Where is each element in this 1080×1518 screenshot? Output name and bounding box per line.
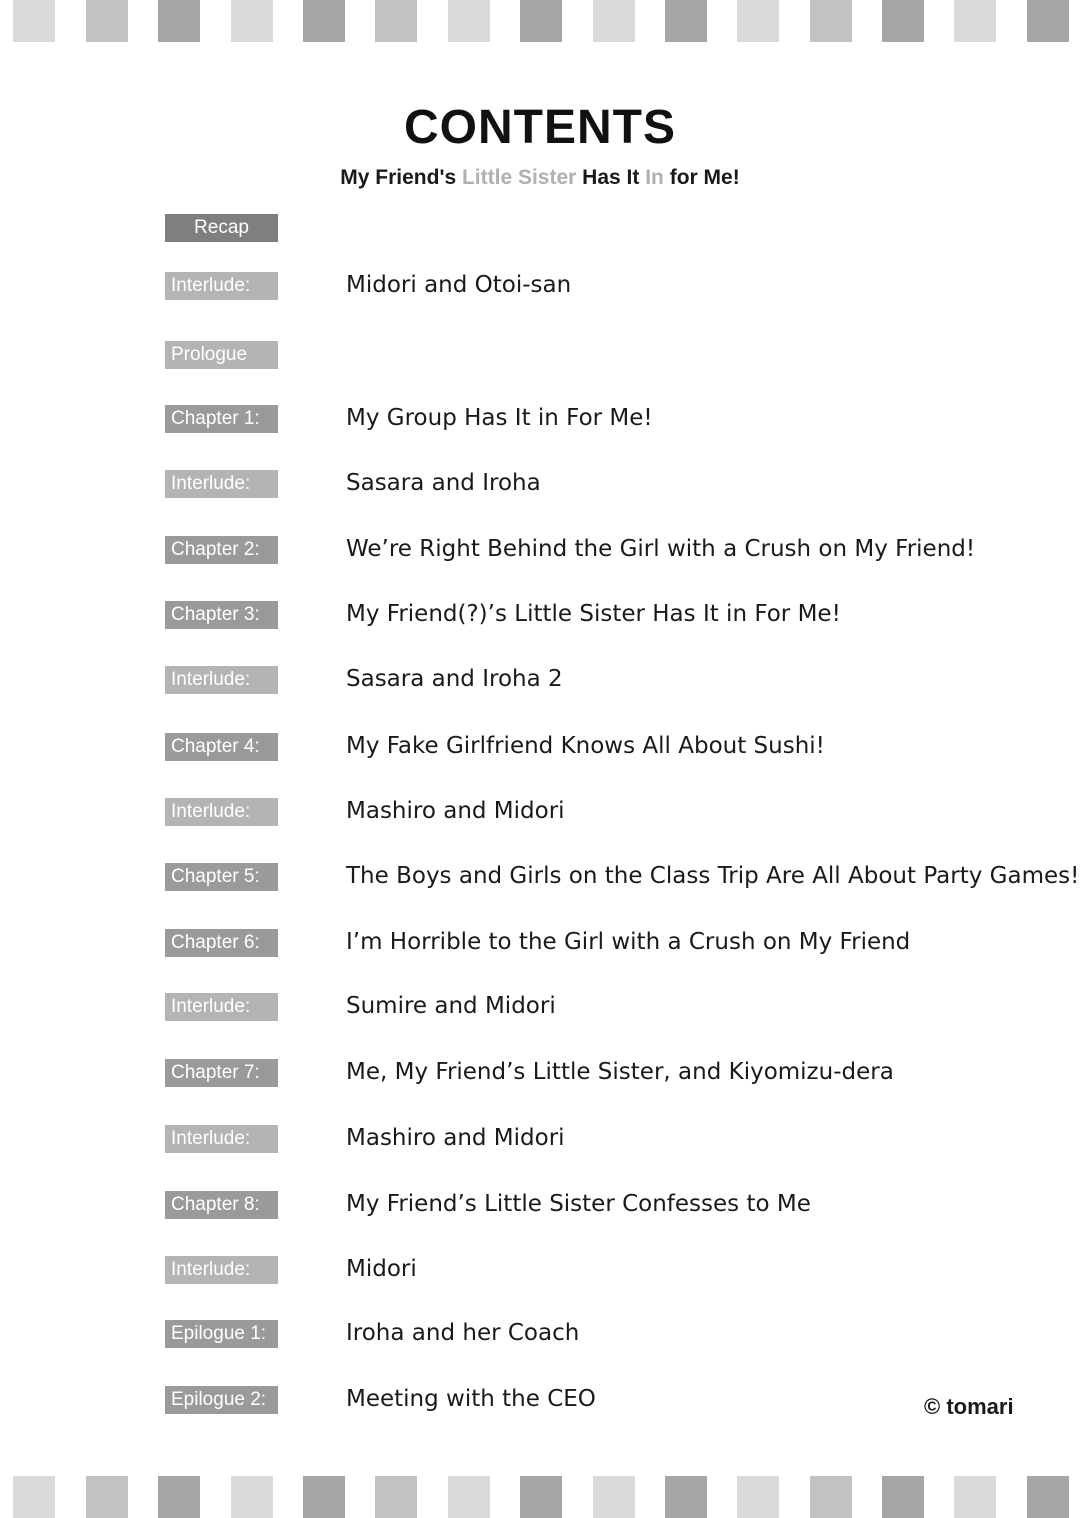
toc-entry — [0, 929, 1080, 959]
strip-square — [665, 0, 707, 42]
toc-entry — [0, 666, 1080, 696]
toc-tag: Epilogue 1: — [165, 1320, 278, 1348]
toc-title: Iroha and her Coach — [346, 1320, 580, 1346]
page-title: CONTENTS — [404, 101, 676, 154]
strip-square — [448, 1476, 490, 1518]
strip-square — [954, 1476, 996, 1518]
toc-tag: Chapter 8: — [165, 1191, 278, 1219]
strip-square — [737, 0, 779, 42]
strip-square — [375, 1476, 417, 1518]
toc-entry — [0, 214, 1080, 244]
strip-square — [810, 0, 852, 42]
toc-tag: Chapter 1: — [165, 405, 278, 433]
toc-tag: Interlude: — [165, 666, 278, 694]
strip-square — [13, 1476, 55, 1518]
toc-title: Mashiro and Midori — [346, 1125, 565, 1151]
toc-tag: Interlude: — [165, 1125, 278, 1153]
strip-square — [665, 1476, 707, 1518]
strip-square — [158, 1476, 200, 1518]
toc-tag: Chapter 4: — [165, 733, 278, 761]
strip-square — [1027, 0, 1069, 42]
toc-entry — [0, 733, 1080, 763]
toc-tag: Interlude: — [165, 272, 278, 300]
top-decorative-strip — [0, 0, 1080, 42]
subtitle-part-3: Has It — [576, 166, 646, 189]
copyright-credit: © tomari — [924, 1394, 1014, 1419]
toc-title: My Fake Girlfriend Knows All About Sushi! — [346, 733, 825, 759]
strip-square — [13, 0, 55, 42]
toc-tag: Interlude: — [165, 798, 278, 826]
subtitle-part-5: for Me! — [663, 166, 740, 189]
toc-entry — [0, 863, 1080, 893]
strip-square — [593, 0, 635, 42]
subtitle-part-4: In — [645, 166, 664, 189]
toc-tag: Chapter 5: — [165, 863, 278, 891]
toc-tag: Interlude: — [165, 993, 278, 1021]
strip-square — [737, 1476, 779, 1518]
toc-title: Midori and Otoi-san — [346, 272, 572, 298]
toc-entry — [0, 1125, 1080, 1155]
toc-tag: Interlude: — [165, 470, 278, 498]
toc-entry — [0, 405, 1080, 435]
toc-tag: Interlude: — [165, 1256, 278, 1284]
strip-square — [593, 1476, 635, 1518]
toc-entry — [0, 1386, 1080, 1416]
strip-square — [1027, 1476, 1069, 1518]
strip-square — [231, 1476, 273, 1518]
toc-entry — [0, 1256, 1080, 1286]
strip-square — [520, 1476, 562, 1518]
strip-square — [86, 1476, 128, 1518]
toc-tag: Recap — [165, 214, 278, 242]
toc-tag: Chapter 6: — [165, 929, 278, 957]
toc-tag: Prologue — [165, 341, 278, 369]
strip-square — [86, 0, 128, 42]
toc-title: Me, My Friend’s Little Sister, and Kiyomizu-dera — [346, 1059, 894, 1085]
toc-tag: Chapter 7: — [165, 1059, 278, 1087]
toc-entry — [0, 798, 1080, 828]
toc-entry — [0, 536, 1080, 566]
toc-entry — [0, 341, 1080, 371]
toc-title: The Boys and Girls on the Class Trip Are All About Party Games! — [346, 863, 1080, 889]
strip-square — [158, 0, 200, 42]
subtitle-part-2: Little Sister — [461, 166, 577, 189]
toc-entry — [0, 1320, 1080, 1350]
toc-tag: Chapter 2: — [165, 536, 278, 564]
strip-square — [882, 0, 924, 42]
toc-entry — [0, 272, 1080, 302]
toc-title: Meeting with the CEO — [346, 1386, 596, 1412]
strip-square — [303, 1476, 345, 1518]
toc-title: Sasara and Iroha — [346, 470, 541, 496]
book-subtitle — [0, 166, 1080, 190]
toc-title: Midori — [346, 1256, 417, 1282]
strip-square — [303, 0, 345, 42]
strip-square — [231, 0, 273, 42]
toc-tag: Chapter 3: — [165, 601, 278, 629]
toc-title: Sasara and Iroha 2 — [346, 666, 563, 692]
toc-entry — [0, 601, 1080, 631]
toc-title: My Friend(?)’s Little Sister Has It in For Me! — [346, 601, 841, 627]
toc-title: My Friend’s Little Sister Confesses to Me — [346, 1191, 811, 1217]
strip-square — [954, 0, 996, 42]
toc-title: I’m Horrible to the Girl with a Crush on My Friend — [346, 929, 911, 955]
strip-square — [448, 0, 490, 42]
strip-square — [520, 0, 562, 42]
toc-title: Sumire and Midori — [346, 993, 556, 1019]
bottom-decorative-strip — [0, 1476, 1080, 1518]
strip-square — [810, 1476, 852, 1518]
toc-entry — [0, 993, 1080, 1023]
toc-entry — [0, 1191, 1080, 1221]
toc-tag: Epilogue 2: — [165, 1386, 278, 1414]
toc-title: Mashiro and Midori — [346, 798, 565, 824]
subtitle-part-1: My Friend's — [340, 166, 462, 189]
toc-title: My Group Has It in For Me! — [346, 405, 653, 431]
strip-square — [882, 1476, 924, 1518]
strip-square — [375, 0, 417, 42]
toc-title: We’re Right Behind the Girl with a Crush on My Friend! — [346, 536, 976, 562]
toc-entry — [0, 470, 1080, 500]
toc-entry — [0, 1059, 1080, 1089]
